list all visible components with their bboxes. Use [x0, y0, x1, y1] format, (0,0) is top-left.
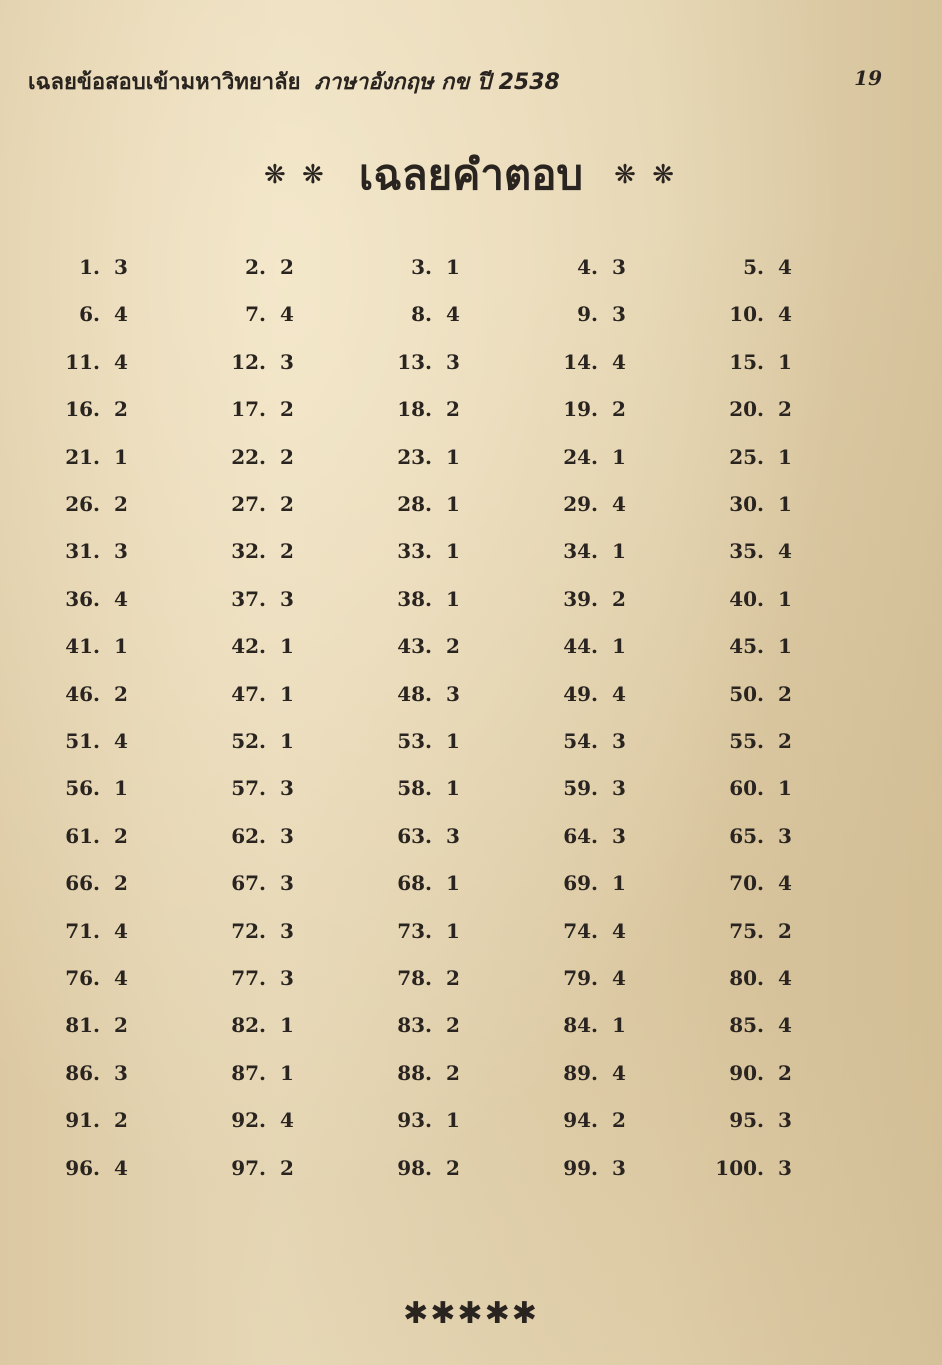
- question-number: 42.: [231, 634, 266, 659]
- answer-choice: 1: [446, 539, 460, 564]
- question-number: 13.: [397, 349, 432, 374]
- snowflake-ornament-icon: ❋ ❋: [614, 160, 679, 190]
- question-number: 62.: [231, 823, 266, 848]
- answer-choice: 3: [612, 255, 626, 279]
- question-number: 73.: [397, 918, 432, 943]
- answer-choice: 2: [446, 1060, 460, 1085]
- question-number: 16.: [65, 397, 100, 422]
- question-number: 2.: [245, 255, 266, 279]
- question-number: 48.: [397, 681, 432, 706]
- question-number: 47.: [231, 681, 266, 706]
- question-number: 82.: [231, 1013, 266, 1038]
- answer-choice: 4: [446, 302, 460, 327]
- question-number: 7.: [245, 302, 266, 327]
- answer-choice: 2: [280, 444, 294, 469]
- answer-choice: 1: [280, 1060, 294, 1085]
- answer-choice: 4: [280, 1108, 294, 1133]
- answer-choice: 2: [446, 397, 460, 422]
- answer-choice: 2: [612, 1108, 626, 1133]
- answer-choice: 3: [612, 302, 626, 327]
- answer-choice: 1: [778, 492, 792, 516]
- answer-choice: 4: [612, 349, 626, 374]
- question-number: 18.: [397, 397, 432, 422]
- question-number: 43.: [397, 634, 432, 659]
- answer-choice: 3: [446, 823, 460, 848]
- answer-choice: 4: [280, 302, 294, 327]
- answer-choice: 4: [612, 492, 626, 516]
- answer-choice: 2: [446, 1013, 460, 1038]
- answer-choice: 1: [778, 634, 792, 659]
- question-number: 17.: [231, 397, 266, 422]
- question-number: 77.: [231, 966, 266, 990]
- answer-choice: 2: [114, 1013, 128, 1038]
- question-number: 6.: [79, 302, 100, 327]
- answer-choice: 4: [114, 918, 128, 943]
- answer-choice: 2: [446, 1155, 460, 1180]
- running-header: [28, 64, 882, 100]
- answer-choice: 2: [114, 397, 128, 422]
- answer-choice: 3: [280, 586, 294, 611]
- answer-choice: 4: [114, 302, 128, 327]
- answer-choice: 1: [612, 634, 626, 659]
- question-number: 83.: [397, 1013, 432, 1038]
- answer-choice: 1: [612, 444, 626, 469]
- answer-choice: 4: [778, 255, 792, 279]
- answer-choice: 3: [612, 823, 626, 848]
- question-number: 58.: [397, 776, 432, 801]
- question-number: 96.: [65, 1155, 100, 1180]
- question-number: 30.: [729, 492, 764, 516]
- answer-choice: 2: [114, 492, 128, 516]
- question-number: 65.: [729, 823, 764, 848]
- answer-choice: 2: [778, 681, 792, 706]
- answer-choice: 1: [280, 1013, 294, 1038]
- answer-choice: 3: [280, 776, 294, 801]
- question-number: 45.: [729, 634, 764, 659]
- question-number: 32.: [231, 539, 266, 564]
- answer-choice: 2: [612, 586, 626, 611]
- question-number: 51.: [65, 729, 100, 753]
- question-number: 24.: [563, 444, 598, 469]
- answer-choice: 2: [114, 871, 128, 896]
- question-number: 60.: [729, 776, 764, 801]
- question-number: 25.: [729, 444, 764, 469]
- question-number: 80.: [729, 966, 764, 990]
- answer-choice: 1: [114, 776, 128, 801]
- answer-choice: 1: [446, 918, 460, 943]
- question-number: 50.: [729, 681, 764, 706]
- question-number: 22.: [231, 444, 266, 469]
- question-number: 98.: [397, 1155, 432, 1180]
- question-number: 75.: [729, 918, 764, 943]
- answer-choice: 4: [778, 1013, 792, 1038]
- question-number: 63.: [397, 823, 432, 848]
- answer-choice: 2: [612, 397, 626, 422]
- question-number: 52.: [231, 729, 266, 753]
- answer-choice: 4: [114, 1155, 128, 1180]
- answer-choice: 3: [280, 918, 294, 943]
- answer-choice: 3: [280, 349, 294, 374]
- answer-choice: 3: [280, 966, 294, 990]
- question-number: 61.: [65, 823, 100, 848]
- question-number: 81.: [65, 1013, 100, 1038]
- answer-choice: 4: [114, 586, 128, 611]
- answer-choice: 1: [446, 586, 460, 611]
- question-number: 53.: [397, 729, 432, 753]
- question-number: 91.: [65, 1108, 100, 1133]
- question-number: 8.: [411, 302, 432, 327]
- question-number: 9.: [577, 302, 598, 327]
- answer-choice: 1: [612, 1013, 626, 1038]
- question-number: 64.: [563, 823, 598, 848]
- answer-choice: 3: [114, 255, 128, 279]
- snowflake-ornament-icon: ❋ ❋: [263, 160, 328, 190]
- section-title-row: [0, 142, 942, 208]
- answer-choice: 2: [446, 966, 460, 990]
- question-number: 67.: [231, 871, 266, 896]
- question-number: 36.: [65, 586, 100, 611]
- answer-choice: 3: [280, 871, 294, 896]
- question-number: 99.: [563, 1155, 598, 1180]
- answer-choice: 1: [446, 444, 460, 469]
- question-number: 71.: [65, 918, 100, 943]
- answer-choice: 2: [778, 397, 792, 422]
- answer-choice: 4: [114, 729, 128, 753]
- answer-choice: 1: [446, 871, 460, 896]
- question-number: 57.: [231, 776, 266, 801]
- answer-choice: 1: [114, 444, 128, 469]
- question-number: 34.: [563, 539, 598, 564]
- answer-choice: 1: [446, 255, 460, 279]
- question-number: 94.: [563, 1108, 598, 1133]
- asterisk-ornament-icon: ✱✱✱✱✱: [403, 1296, 539, 1331]
- answer-choice: 2: [778, 918, 792, 943]
- question-number: 54.: [563, 729, 598, 753]
- answer-choice: 4: [778, 966, 792, 990]
- answer-choice: 2: [778, 729, 792, 753]
- question-number: 39.: [563, 586, 598, 611]
- answer-choice: 4: [114, 349, 128, 374]
- answer-choice: 3: [778, 1108, 792, 1133]
- question-number: 89.: [563, 1060, 598, 1085]
- question-number: 20.: [729, 397, 764, 422]
- answer-choice: 3: [612, 776, 626, 801]
- question-number: 1.: [79, 255, 100, 279]
- answer-choice: 2: [446, 634, 460, 659]
- answer-choice: 2: [280, 1155, 294, 1180]
- question-number: 41.: [65, 634, 100, 659]
- answer-choice: 2: [114, 681, 128, 706]
- answer-choice: 4: [612, 918, 626, 943]
- answer-choice: 1: [114, 634, 128, 659]
- book-subtitle: ภาษาอังกฤษ กข ปี 2538: [314, 70, 560, 95]
- question-number: 38.: [397, 586, 432, 611]
- answer-choice: 2: [280, 397, 294, 422]
- answer-choice: 1: [446, 776, 460, 801]
- answer-choice: 1: [778, 586, 792, 611]
- question-number: 46.: [65, 681, 100, 706]
- question-number: 27.: [231, 492, 266, 516]
- answer-choice: 3: [280, 823, 294, 848]
- header-title-group: [28, 64, 560, 99]
- question-number: 70.: [729, 871, 764, 896]
- question-number: 90.: [729, 1060, 764, 1085]
- answer-choice: 1: [446, 1108, 460, 1133]
- question-number: 95.: [729, 1108, 764, 1133]
- answer-choice: 2: [280, 255, 294, 279]
- page-number: 19: [854, 66, 882, 90]
- answer-choice: 2: [778, 1060, 792, 1085]
- book-title: เฉลยข้อสอบเข้ามหาวิทยาลัย: [28, 70, 301, 95]
- question-number: 11.: [65, 349, 100, 374]
- question-number: 66.: [65, 871, 100, 896]
- question-number: 79.: [563, 966, 598, 990]
- question-number: 74.: [563, 918, 598, 943]
- question-number: 14.: [563, 349, 598, 374]
- question-number: 87.: [231, 1060, 266, 1085]
- answer-choice: 1: [280, 634, 294, 659]
- question-number: 59.: [563, 776, 598, 801]
- answer-choice: 1: [280, 681, 294, 706]
- question-number: 97.: [231, 1155, 266, 1180]
- answer-choice: 1: [446, 492, 460, 516]
- question-number: 84.: [563, 1013, 598, 1038]
- answer-choice: 1: [778, 776, 792, 801]
- question-number: 100.: [715, 1155, 764, 1180]
- answer-choice: 3: [446, 681, 460, 706]
- question-number: 37.: [231, 586, 266, 611]
- section-title: เฉลยคำตอบ: [358, 150, 584, 199]
- question-number: 76.: [65, 966, 100, 990]
- question-number: 26.: [65, 492, 100, 516]
- question-number: 86.: [65, 1060, 100, 1085]
- answer-choice: 1: [612, 871, 626, 896]
- question-number: 19.: [563, 397, 598, 422]
- question-number: 55.: [729, 729, 764, 753]
- answer-choice: 3: [612, 729, 626, 753]
- answer-choice: 1: [446, 729, 460, 753]
- question-number: 92.: [231, 1108, 266, 1133]
- question-number: 40.: [729, 586, 764, 611]
- question-number: 3.: [411, 255, 432, 279]
- answer-choice: 2: [114, 823, 128, 848]
- question-number: 78.: [397, 966, 432, 990]
- answer-choice: 2: [114, 1108, 128, 1133]
- answer-choice: 3: [446, 349, 460, 374]
- question-number: 10.: [729, 302, 764, 327]
- question-number: 56.: [65, 776, 100, 801]
- question-number: 33.: [397, 539, 432, 564]
- question-number: 49.: [563, 681, 598, 706]
- question-number: 23.: [397, 444, 432, 469]
- question-number: 72.: [231, 918, 266, 943]
- answer-choice: 4: [612, 1060, 626, 1085]
- answer-choice: 2: [280, 539, 294, 564]
- answer-choice: 1: [778, 444, 792, 469]
- answer-choice: 3: [778, 1155, 792, 1180]
- question-number: 88.: [397, 1060, 432, 1085]
- question-number: 5.: [743, 255, 764, 279]
- question-number: 28.: [397, 492, 432, 516]
- answer-choice: 1: [778, 349, 792, 374]
- answer-choice: 4: [778, 302, 792, 327]
- question-number: 21.: [65, 444, 100, 469]
- question-number: 93.: [397, 1108, 432, 1133]
- answer-choice: 3: [114, 539, 128, 564]
- answer-choice: 3: [114, 1060, 128, 1085]
- answer-choice: 4: [612, 966, 626, 990]
- question-number: 4.: [577, 255, 598, 279]
- answer-choice: 4: [778, 871, 792, 896]
- question-number: 44.: [563, 634, 598, 659]
- question-number: 12.: [231, 349, 266, 374]
- question-number: 31.: [65, 539, 100, 564]
- question-number: 85.: [729, 1013, 764, 1038]
- answer-choice: 1: [612, 539, 626, 564]
- answer-choice: 1: [280, 729, 294, 753]
- question-number: 29.: [563, 492, 598, 516]
- question-number: 68.: [397, 871, 432, 896]
- answer-choice: 4: [114, 966, 128, 990]
- answer-choice: 4: [778, 539, 792, 564]
- question-number: 69.: [563, 871, 598, 896]
- answer-choice: 4: [612, 681, 626, 706]
- question-number: 35.: [729, 539, 764, 564]
- question-number: 15.: [729, 349, 764, 374]
- answer-choice: 3: [612, 1155, 626, 1180]
- answer-choice: 2: [280, 492, 294, 516]
- answer-choice: 3: [778, 823, 792, 848]
